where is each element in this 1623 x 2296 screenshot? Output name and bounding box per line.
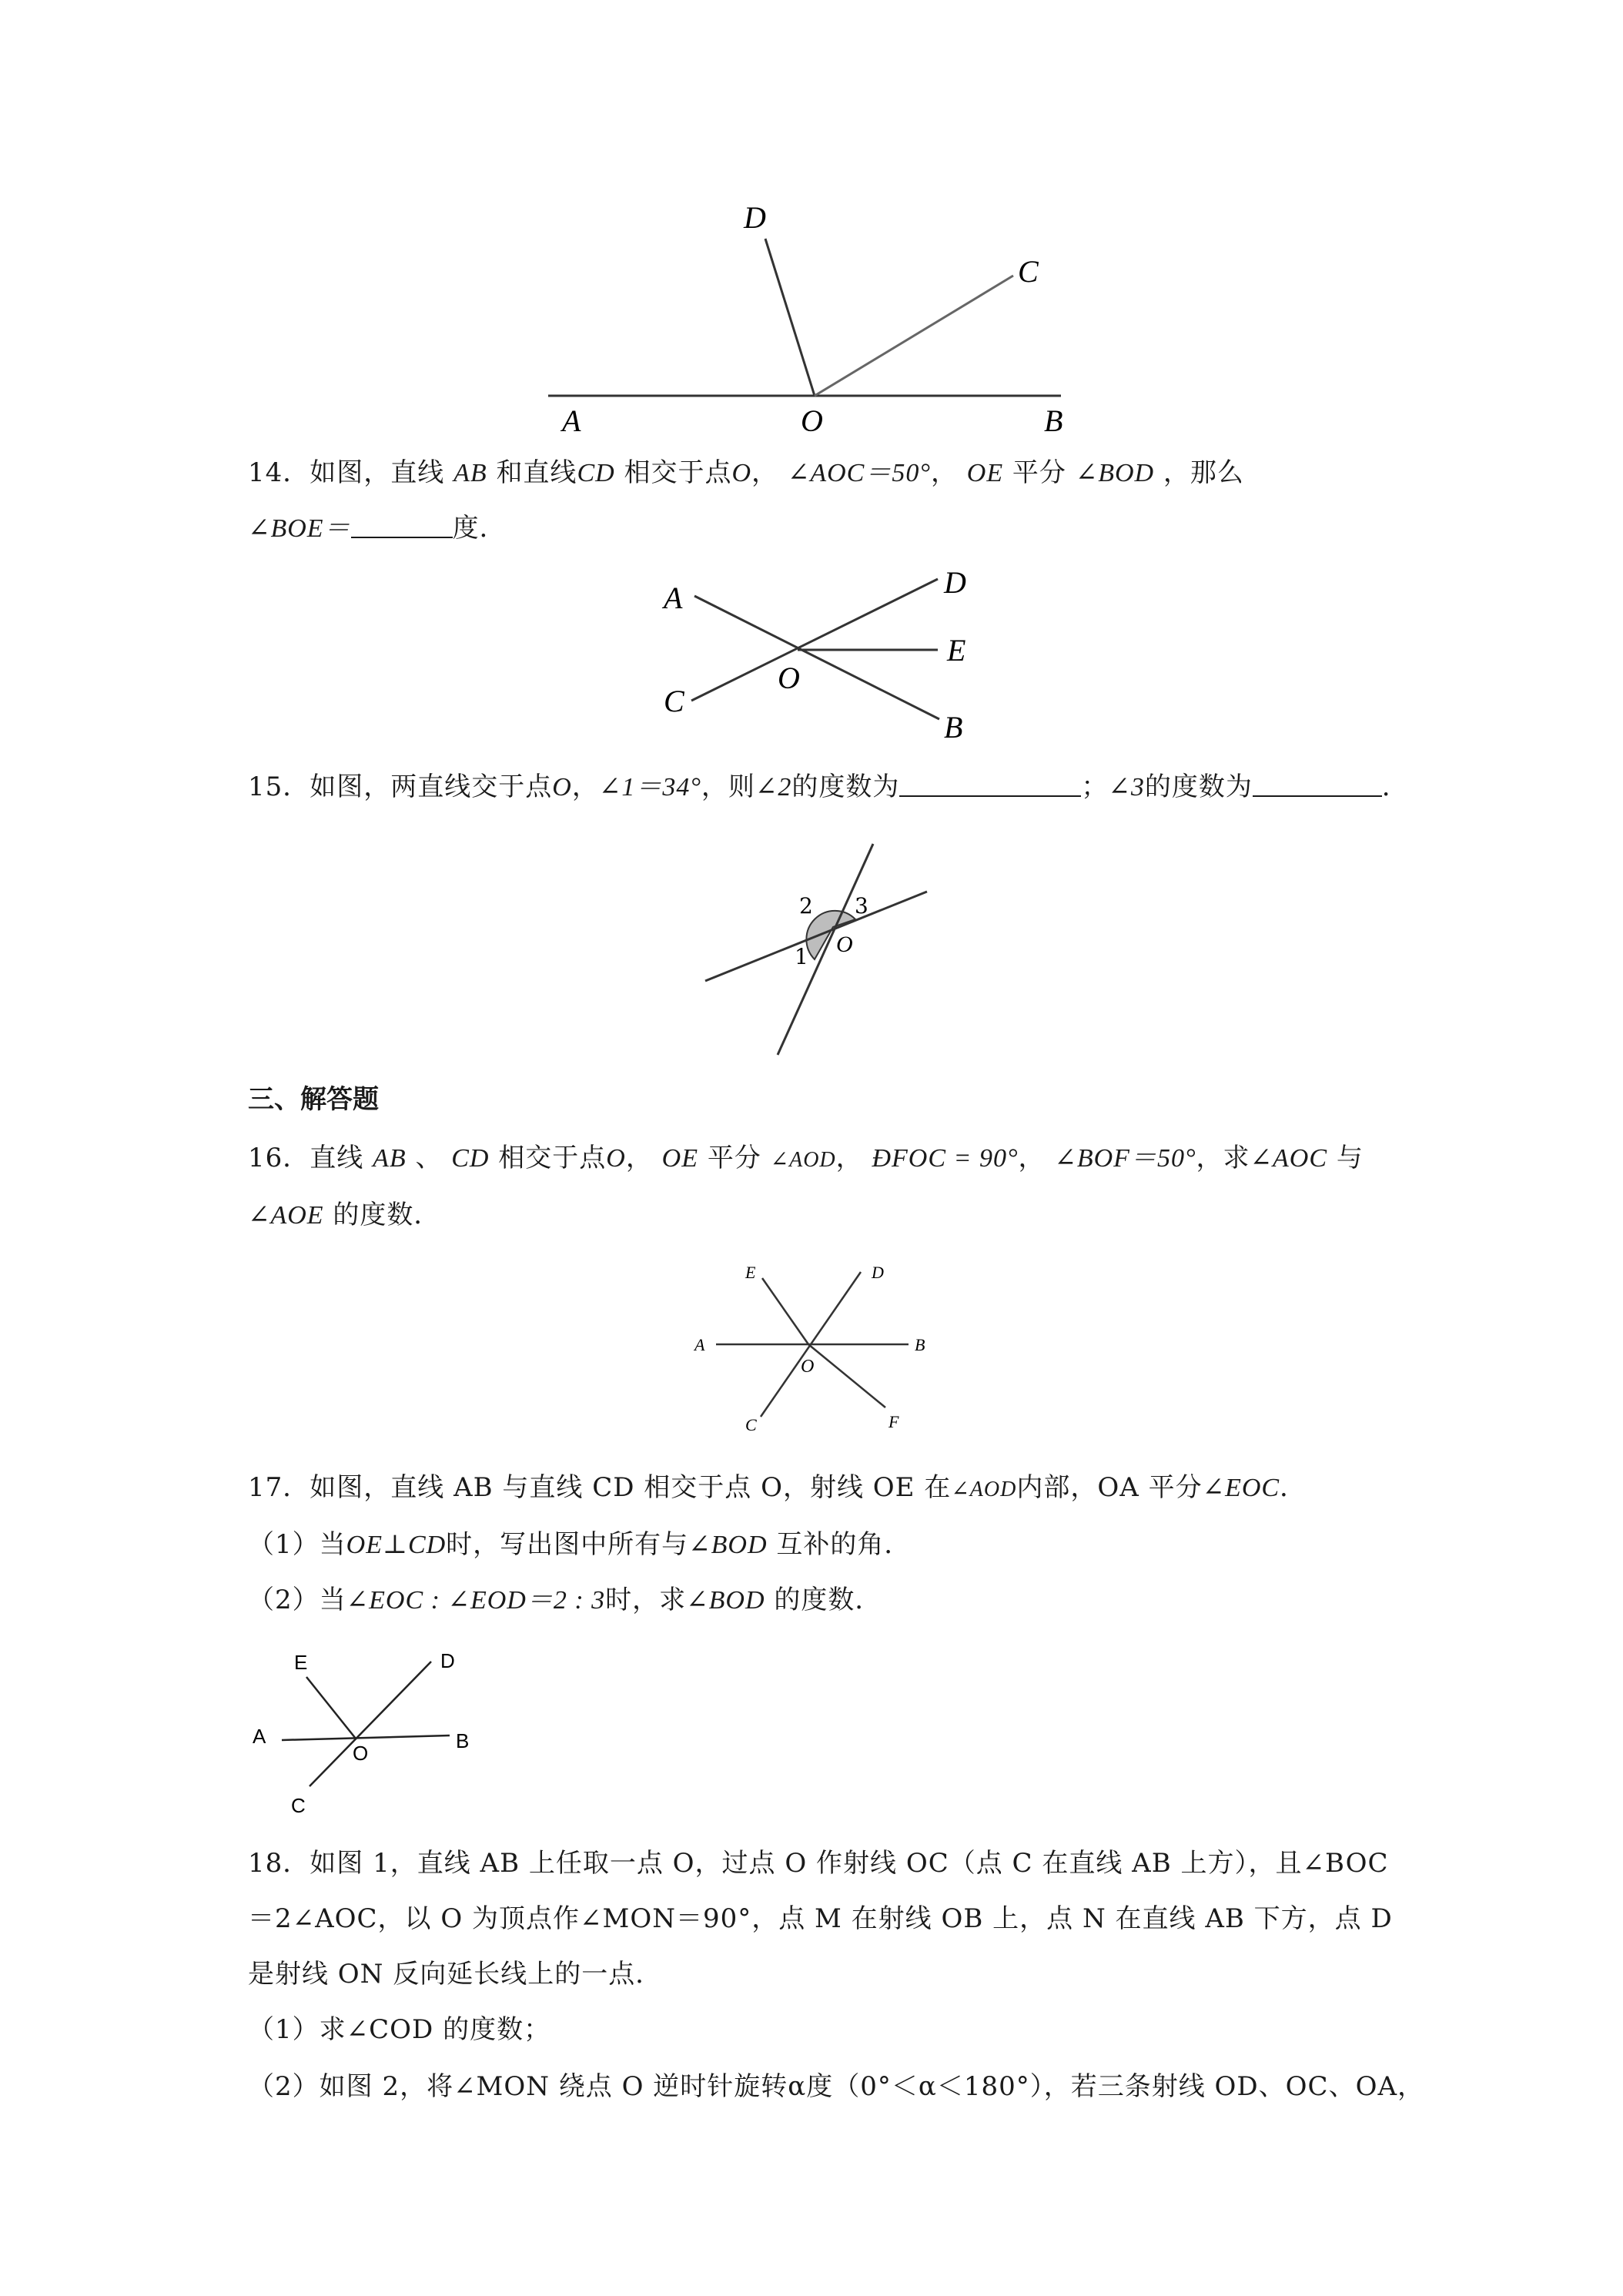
q17-line2: （1）当OE⊥CD时，写出图中所有与∠BOD 互补的角． <box>248 1529 912 1560</box>
label-o: O <box>778 661 800 695</box>
q16-number: 16． <box>248 1143 310 1173</box>
label-o: O <box>801 1357 815 1377</box>
label-e: E <box>745 1263 756 1282</box>
label-b: B <box>456 1729 470 1752</box>
label-c: C <box>664 684 684 718</box>
q18-line1: 18．如图 1，直线 AB 上任取一点 O，过点 O 作射线 OC（点 C 在直线 AB 上方），且∠BOC <box>248 1848 1389 1879</box>
label-a: A <box>664 581 683 615</box>
label-a: A <box>253 1725 266 1748</box>
label-a: A <box>694 1335 705 1354</box>
q16-line2: ∠AOE 的度数． <box>248 1200 441 1230</box>
label-o: O <box>801 403 823 438</box>
q16-line1: 16．直线 AB 、 CD 相交于点O， OE 平分 ∠AOD， ÐFOC = 90°， ∠BOF＝50°，求∠AOC 与 <box>248 1143 1364 1173</box>
q18-line3: 是射线 ON 反向延长线上的一点． <box>248 1959 663 1990</box>
label-2: 2 <box>799 893 813 919</box>
label-o: O <box>836 932 853 957</box>
line-cd <box>310 1662 431 1786</box>
q15-line: 15．如图，两直线交于点O，∠1＝34°，则∠2的度数为 ；∠3的度数为 ． <box>248 768 1409 806</box>
line-ab <box>282 1735 450 1740</box>
q14-line1: 14．如图，直线 AB 和直线CD 相交于点O， ∠AOC＝50°， OE 平分 ∠BOD ，那么 <box>248 457 1244 488</box>
label-b: B <box>944 710 963 745</box>
q18-line5: （2）如图 2，将∠MON 绕点 O 逆时针旋转α度（0°＜α＜180°），若三条射线 OD、OC、OA， <box>248 2071 1424 2102</box>
label-d: D <box>944 565 966 600</box>
q17-line3: （2）当∠EOC : ∠EOD＝2 : 3时，求∠BOD 的度数． <box>248 1585 882 1615</box>
label-e: E <box>294 1651 308 1674</box>
label-b: B <box>1044 403 1063 438</box>
q15-number: 15． <box>248 771 310 802</box>
label-3: 3 <box>855 893 868 919</box>
label-1: 1 <box>795 944 808 969</box>
q17-number: 17． <box>248 1472 310 1503</box>
label-a: A <box>562 403 581 438</box>
q14-line2: ∠BOE＝ 度． <box>248 510 507 547</box>
label-c: C <box>1018 254 1039 289</box>
label-c: C <box>745 1415 757 1434</box>
q18-line4: （1）求∠COD 的度数； <box>248 2014 551 2045</box>
q14-number: 14． <box>248 457 310 488</box>
label-b: B <box>915 1335 925 1354</box>
q18-line2: ＝2∠AOC，以 O 为顶点作∠MON＝90°，点 M 在射线 OB 上，点 N 在直线 AB 下方，点 D <box>248 1903 1393 1934</box>
label-d: D <box>872 1263 884 1282</box>
label-d: D <box>744 200 766 235</box>
label-d: D <box>440 1649 455 1672</box>
section-heading: 三、解答题 <box>248 1084 379 1115</box>
label-c: C <box>291 1794 306 1817</box>
ray-oe <box>306 1677 356 1739</box>
label-f: F <box>888 1412 899 1431</box>
label-o: O <box>353 1742 369 1765</box>
q17-line1: 17．如图，直线 AB 与直线 CD 相交于点 O，射线 OE 在∠AOD内部，OA 平分∠EOC． <box>248 1472 1307 1503</box>
label-e: E <box>947 633 966 668</box>
